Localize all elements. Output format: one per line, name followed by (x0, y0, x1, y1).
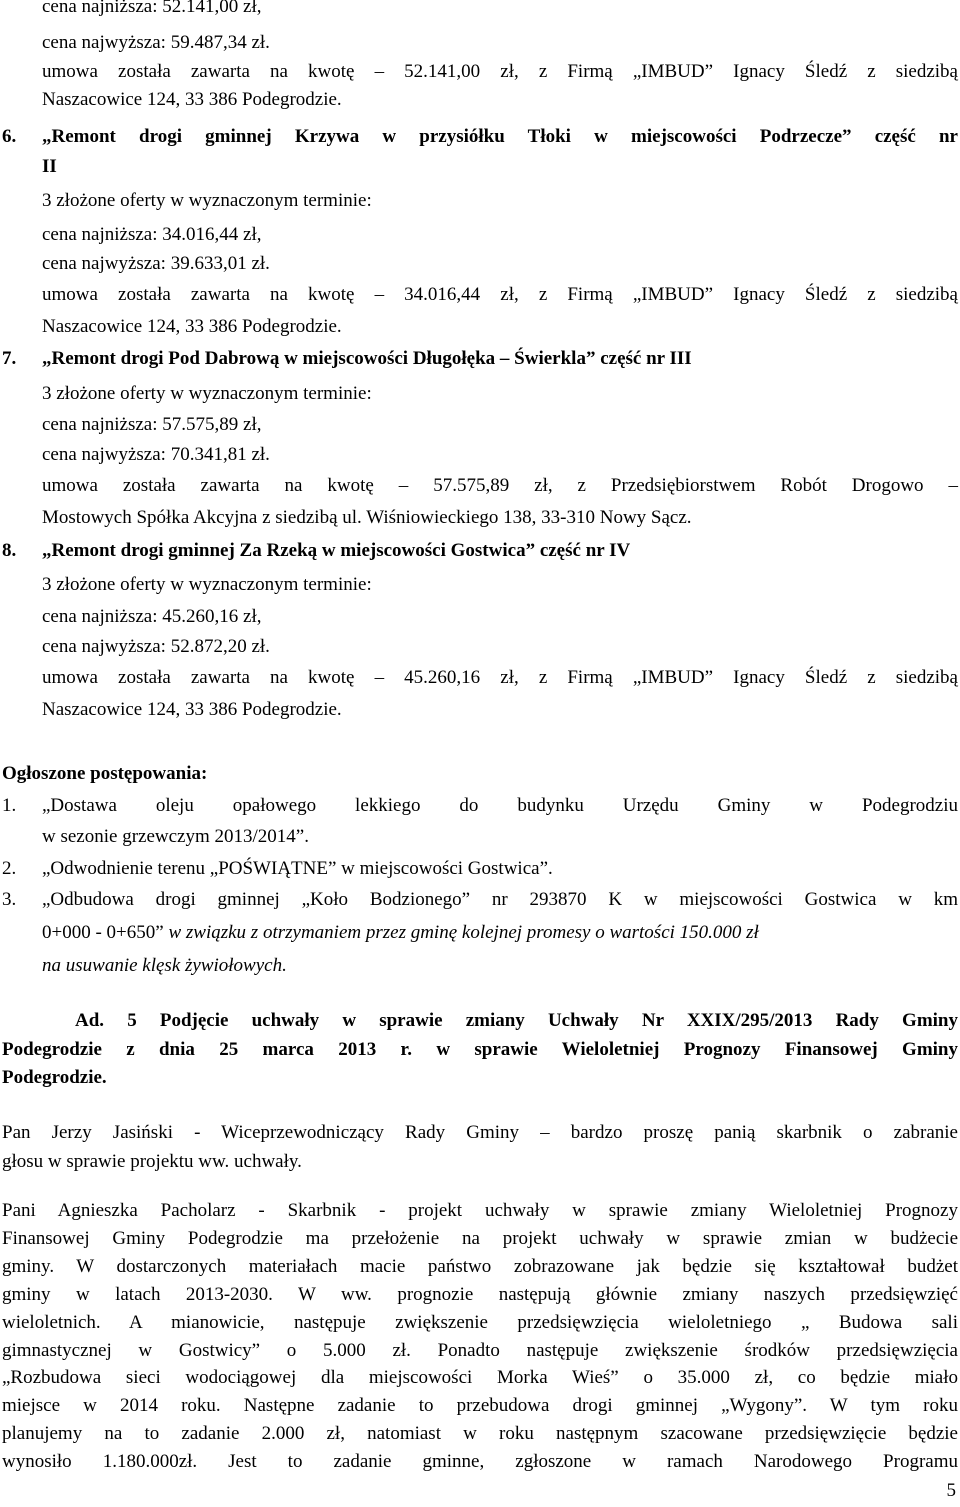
item-6-low-price: cena najniższa: 34.016,44 zł, (42, 224, 262, 245)
para2-line1: Pani Agnieszka Pacholarz - Skarbnik - projekt uchwały w sprawie zmiany Wieloletniej Prognozy (2, 1200, 958, 1221)
para2-line8: miejsce w 2014 roku. Następne zadanie to przebudowa drogi gminnej „Wygony”. W tym roku (2, 1395, 958, 1416)
para2-line3: gminy. W dostarczonych materiałach macie państwo zobrazowane jak będzie się kształtował budżet (2, 1256, 958, 1277)
item-7-address: Mostowych Spółka Akcyjna z siedzibą ul. Wiśniowieckiego 138, 33-310 Nowy Sącz. (42, 507, 692, 528)
address-line: Naszacowice 124, 33 386 Podegrodzie. (42, 89, 342, 110)
announced-1-line2: w sezonie grzewczym 2013/2014”. (42, 826, 309, 847)
item-7-contract: umowa została zawarta na kwotę – 57.575,89 zł, z Przedsiębiorstwem Robót Drogowo – (42, 475, 958, 496)
item-6-number: 6. (2, 126, 17, 147)
announced-2-line1: „Odwodnienie terenu „POŚWIĄTNE” w miejscowości Gostwica”. (42, 858, 553, 879)
item-6-offers: 3 złożone oferty w wyznaczonym terminie: (42, 190, 372, 211)
announced-3-number: 3. (2, 889, 17, 910)
item-8-offers: 3 złożone oferty w wyznaczonym terminie: (42, 574, 372, 595)
ad5-heading-line1: Ad. 5 Podjęcie uchwały w sprawie zmiany Uchwały Nr XXIX/295/2013 Rady Gminy (75, 1010, 958, 1031)
para2-line6: gimnastycznej w Gostwicy” o 5.000 zł. Ponadto następuje zwiększenie środków przedsięwzięcia (2, 1340, 958, 1361)
page-number: 5 (946, 1480, 956, 1501)
announced-3-note: w związku z otrzymaniem przez gminę kolejnej promesy o wartości 150.000 zł (168, 922, 759, 943)
item-8-low-price: cena najniższa: 45.260,16 zł, (42, 606, 262, 627)
low-price-line: cena najniższa: 52.141,00 zł, (42, 0, 262, 17)
item-6-high-price: cena najwyższa: 39.633,01 zł. (42, 253, 270, 274)
ad5-heading-line2: Podegrodzie z dnia 25 marca 2013 r. w sprawie Wieloletniej Prognozy Finansowej Gminy (2, 1039, 958, 1060)
item-8-high-price: cena najwyższa: 52.872,20 zł. (42, 636, 270, 657)
item-6-title: „Remont drogi gminnej Krzywa w przysiółku Tłoki w miejscowości Podrzecze” część nr (42, 126, 958, 147)
item-8-title: „Remont drogi gminnej Za Rzeką w miejscowości Gostwica” część nr IV (42, 540, 631, 561)
contract-line: umowa została zawarta na kwotę – 52.141,00 zł, z Firmą „IMBUD” Ignacy Śledź z siedzibą (42, 61, 958, 82)
item-6-contract: umowa została zawarta na kwotę – 34.016,44 zł, z Firmą „IMBUD” Ignacy Śledź z siedzibą (42, 284, 958, 305)
para2-line2: Finansowej Gminy Podegrodzie ma przełożenie na projekt uchwały w sprawie zmian w budżecie (2, 1228, 958, 1249)
para2-line10: wynosiło 1.180.000zł. Jest to zadanie gminne, zgłoszone w ramach Narodowego Programu (2, 1451, 958, 1472)
announced-3-km-range: 0+000 - 0+650” (42, 922, 164, 943)
item-8-address: Naszacowice 124, 33 386 Podegrodzie. (42, 699, 342, 720)
item-6-title-cont: II (42, 156, 57, 177)
item-7-high-price: cena najwyższa: 70.341,81 zł. (42, 444, 270, 465)
item-7-low-price: cena najniższa: 57.575,89 zł, (42, 414, 262, 435)
para1-line2: głosu w sprawie projektu ww. uchwały. (2, 1151, 302, 1172)
announced-1-number: 1. (2, 795, 17, 816)
item-7-offers: 3 złożone oferty w wyznaczonym terminie: (42, 383, 372, 404)
para1-line1: Pan Jerzy Jasiński - Wiceprzewodniczący Rady Gminy – bardzo proszę panią skarbnik o zabranie (2, 1122, 958, 1143)
item-7-title: „Remont drogi Pod Dabrową w miejscowości Długołęka – Świerkla” część nr III (42, 348, 692, 369)
announced-2-number: 2. (2, 858, 17, 879)
item-6-address: Naszacowice 124, 33 386 Podegrodzie. (42, 316, 342, 337)
high-price-line: cena najwyższa: 59.487,34 zł. (42, 32, 270, 53)
para2-line7: „Rozbudowa sieci wodociągowej dla miejscowości Morka Wieś” o 35.000 zł, co będzie miało (2, 1367, 958, 1388)
ad5-heading-line3: Podegrodzie. (2, 1067, 107, 1088)
item-8-number: 8. (2, 540, 17, 561)
announced-3-line3: na usuwanie klęsk żywiołowych. (42, 955, 287, 976)
item-7-number: 7. (2, 348, 17, 369)
para2-line5: wieloletnich. A mianowicie, następuje zwiększenie przedsięwzięcia wieloletniego „ Budowa sali (2, 1312, 958, 1333)
announced-1-line1: „Dostawa oleju opałowego lekkiego do budynku Urzędu Gminy w Podegrodziu (42, 795, 958, 816)
announced-3-line2 (42, 922, 759, 944)
announced-heading: Ogłoszone postępowania: (2, 763, 208, 784)
para2-line4: gminy w latach 2013-2030. W ww. prognozie następują głównie zmiany naszych przedsięwzięć (2, 1284, 958, 1305)
para2-line9: planujemy na to zadanie 2.000 zł, natomiast w roku następnym szacowane przedsięwzięcie będzie (2, 1423, 958, 1444)
announced-3-line1: „Odbudowa drogi gminnej „Koło Bodzionego” nr 293870 K w miejscowości Gostwica w km (42, 889, 958, 910)
item-8-contract: umowa została zawarta na kwotę – 45.260,16 zł, z Firmą „IMBUD” Ignacy Śledź z siedzibą (42, 667, 958, 688)
